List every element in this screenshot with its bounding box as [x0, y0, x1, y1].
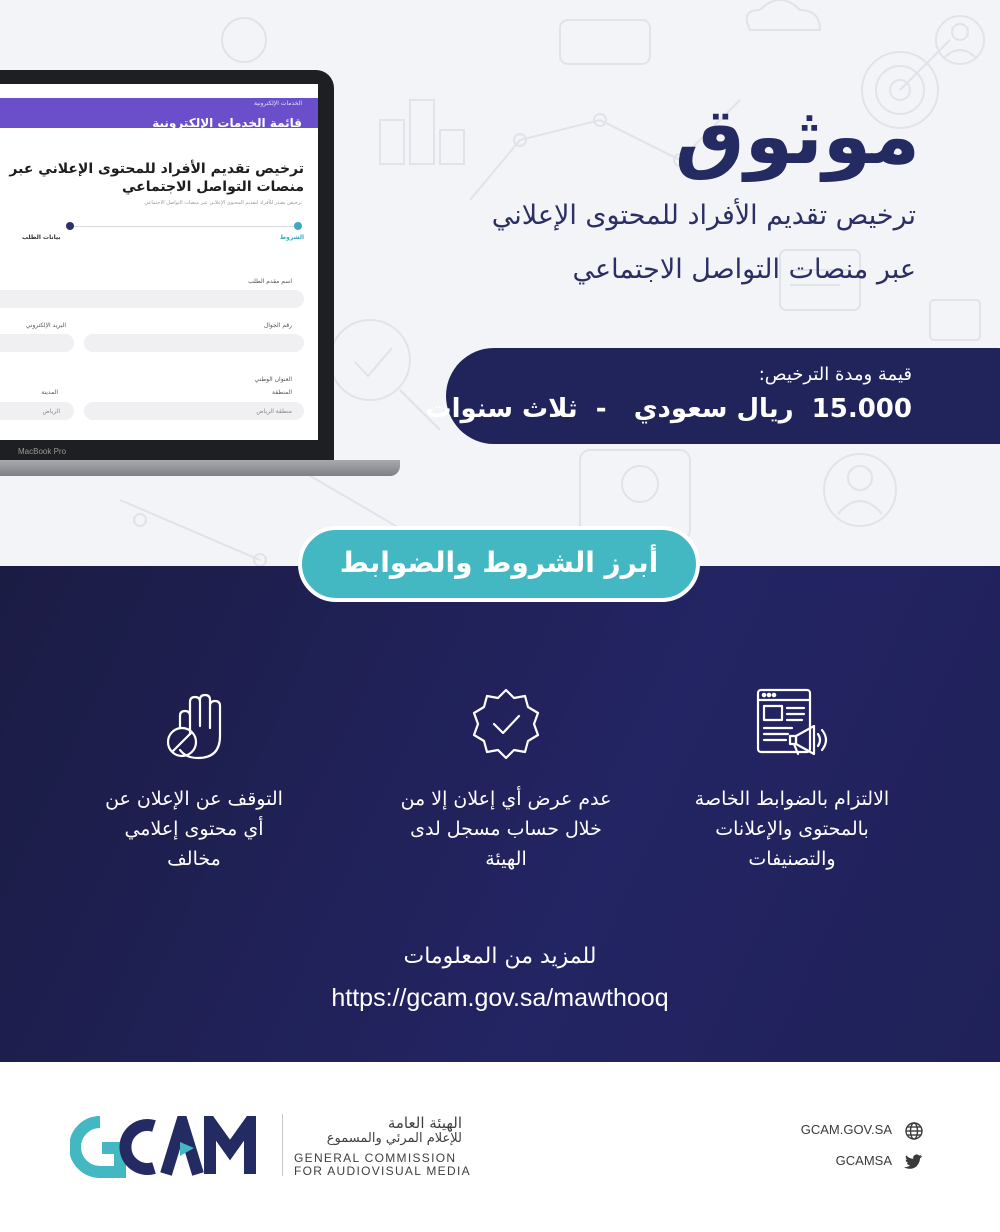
- subtitle-line-2: عبر منصات التواصل الاجتماعي: [572, 254, 916, 285]
- email-label: البريد الإلكتروني: [25, 322, 66, 329]
- more-info-link[interactable]: https://gcam.gov.sa/mawthooq: [331, 984, 669, 1012]
- region-label: المنطقة: [272, 389, 292, 396]
- org-name-english-2: FOR AUDIOVISUAL MEDIA: [294, 1164, 471, 1178]
- screen-breadcrumb[interactable]: الخدمات الإلكترونية: [253, 100, 302, 107]
- subtitle-line-1: ترخيص تقديم الأفراد للمحتوى الإعلاني: [491, 200, 916, 231]
- more-info-label: للمزيد من المعلومات: [403, 944, 597, 969]
- twitter-icon: [904, 1151, 924, 1171]
- city-select[interactable]: [0, 402, 74, 420]
- org-name-arabic-1: الهيئة العامة: [387, 1114, 462, 1132]
- stepper-line: [66, 226, 294, 227]
- applicant-name-label: اسم مقدم الطلب: [248, 278, 292, 285]
- feature-stop-advertising: التوقف عن الإعلان عن أي محتوى إعلامي مخالف: [105, 788, 283, 870]
- step-request-data-label[interactable]: بيانات الطلب: [22, 234, 61, 241]
- step-request-data-dot[interactable]: [66, 222, 74, 230]
- gcam-logo: [70, 1116, 270, 1178]
- screen-form-title: ترخيص تقديم الأفراد للمحتوى الإعلاني عبر منصات التواصل الاجتماعي: [9, 161, 304, 195]
- website-link[interactable]: GCAM.GOV.SA: [800, 1122, 892, 1137]
- verified-badge-icon: [466, 686, 546, 766]
- twitter-handle[interactable]: GCAMSA: [835, 1153, 892, 1168]
- city-value: الرياض: [42, 408, 60, 415]
- region-value: منطقة الرياض: [256, 408, 292, 415]
- org-name-english-1: GENERAL COMMISSION: [294, 1151, 457, 1165]
- brand-title: موثوق: [674, 92, 920, 182]
- laptop-base: [0, 460, 400, 476]
- laptop-brand-label: MacBook Pro: [18, 447, 67, 456]
- feature-registered-account: عدم عرض أي إعلان إلا من خلال حساب مسجل لدى الهيئة: [400, 788, 612, 870]
- city-label: المدينة: [41, 389, 58, 396]
- screen-header-title: قائمة الخدمات الإلكترونية: [152, 116, 302, 130]
- national-address-label: العنوان الوطني: [254, 376, 292, 383]
- email-field[interactable]: [0, 334, 74, 352]
- globe-icon: [904, 1121, 924, 1141]
- step-terms-label[interactable]: الشروط: [279, 234, 304, 241]
- terms-title: أبرز الشروط والضوابط: [339, 546, 659, 579]
- step-terms-dot[interactable]: [294, 222, 302, 230]
- laptop-screen: [0, 84, 318, 440]
- stop-hand-icon: [156, 686, 236, 766]
- logo-text: GCAM: [70, 1116, 74, 1117]
- price-value: 15.000 ريال سعودي - ثلاث سنوات: [425, 394, 912, 424]
- applicant-name-field[interactable]: [0, 290, 304, 308]
- mobile-field[interactable]: [84, 334, 304, 352]
- price-label: قيمة ومدة الترخيص:: [758, 364, 912, 385]
- news-megaphone-icon: [752, 686, 832, 766]
- footer-divider: [282, 1114, 283, 1176]
- feature-content-regulations: الالتزام بالضوابط الخاصة بالمحتوى والإعلانات والتصنيفات: [694, 788, 890, 870]
- mobile-label: رقم الجوال: [263, 322, 292, 329]
- screen-form-description: ترخيص يصدر للأفراد لتقديم المحتوى الإعلاني عبر منصات التواصل الاجتماعي: [144, 200, 302, 206]
- org-name-arabic-2: للإعلام المرئي والمسموع: [326, 1131, 462, 1146]
